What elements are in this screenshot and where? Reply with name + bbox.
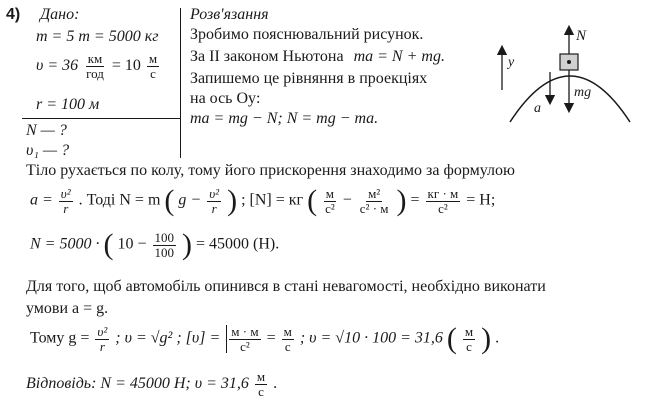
paren-close: ) (227, 184, 238, 217)
f1-g: g − (178, 191, 202, 209)
velocity-unit-num: км (87, 51, 103, 66)
paren-open-2: ( (307, 184, 318, 217)
given-divider (22, 118, 180, 119)
paragraph-1: Тіло рухається по колу, тому його прискорення знаходимо за формулою (26, 162, 515, 179)
solution-line-2 (190, 48, 445, 66)
given-title: Дано: (40, 6, 80, 23)
f1-c2: с² (325, 200, 335, 216)
f1-m: м (325, 185, 335, 201)
f1-r: r (211, 200, 217, 216)
f3-um: м (464, 323, 474, 339)
newton-equation: ma = N + mg. (353, 48, 445, 65)
formula-2 (30, 230, 279, 260)
f2-den: 100 (154, 244, 174, 260)
given-mass: m = 5 т = 5000 кг (36, 28, 159, 45)
circular-path (510, 76, 630, 122)
solution-line-4: на ось Oy: (190, 90, 261, 107)
f3-m: м (283, 323, 292, 339)
f2-paren-close: ) (182, 228, 192, 261)
f3-mid: ; υ = √g² ; [υ] = (115, 329, 221, 347)
label-n: N (576, 28, 587, 44)
given-radius: r = 100 м (36, 96, 100, 113)
f2-rhs: = 45000 (Н). (196, 235, 280, 253)
paragraph-3: умови a = g. (26, 300, 109, 317)
f3-tail: ; υ = √10 · 100 = 31,6 (299, 329, 443, 347)
answer-line (26, 370, 277, 398)
answer-text: Відповідь: N = 45000 Н; υ = 31,6 (26, 374, 249, 392)
f3-end: . (495, 329, 500, 347)
given-velocity (36, 52, 161, 80)
answer-end: . (273, 374, 278, 392)
velocity-unit-den: год (86, 65, 104, 81)
f1-den: r (63, 200, 69, 216)
f3-eq: = (266, 329, 276, 347)
f3-c: с (284, 338, 291, 354)
solution-line-5: ma = mg − N; N = mg − ma. (190, 110, 379, 127)
formula-3 (30, 324, 499, 354)
f1-units: ; [N] = кг (241, 191, 304, 209)
paren-open: ( (164, 184, 175, 217)
formula-1 (30, 186, 495, 216)
f1-a: a = (30, 191, 53, 209)
velocity-unit2-num: м (148, 51, 158, 66)
f3-num: υ² (97, 323, 108, 339)
find-n: N — ? (26, 122, 67, 139)
f1-h: = Н; (466, 191, 496, 209)
velocity-unit2-den: с (150, 65, 156, 81)
answer-unit-m: м (256, 369, 266, 384)
solution-title: Розв'язання (190, 6, 269, 23)
solution-line-3: Запишемо це рівняння в проекціях (190, 70, 428, 87)
f1-num: υ² (60, 185, 71, 201)
f1-v2: υ² (209, 185, 220, 201)
f1-c2m: с² · м (359, 200, 389, 216)
velocity-value: υ = 36 (36, 56, 79, 74)
f2-10: 10 − (117, 235, 147, 253)
f1-eq: = (410, 191, 420, 209)
f3-den: r (99, 338, 105, 354)
f3-paren-open: ( (446, 322, 457, 355)
f3-sq-num: м · м (231, 323, 259, 339)
f2-lhs: N = 5000 · (30, 235, 100, 253)
f2-paren-open: ( (103, 228, 114, 261)
force-diagram (490, 10, 650, 130)
paragraph-2: Для того, щоб автомобіль опинився в стані невагомості, необхідно виконати (26, 278, 546, 295)
problem-number: 4) (6, 6, 21, 23)
f1-c2b: с² (438, 200, 448, 216)
solution-line-2-text: За II законом Ньютона (190, 48, 344, 65)
f3-uc: с (466, 338, 472, 354)
f1-m2: м² (368, 185, 381, 201)
find-v1: υ₁ — ? (26, 142, 70, 159)
paren-close-2: ) (396, 184, 407, 217)
solution-line-1: Зробимо пояснювальний рисунок. (190, 26, 424, 43)
f3-paren-close: ) (481, 322, 492, 355)
velocity-eq: = 10 (111, 56, 141, 74)
f1-kgm: кг · м (427, 185, 459, 201)
given-vertical-divider (180, 8, 181, 158)
answer-unit-c: с (258, 383, 264, 399)
label-mg: mg (574, 85, 592, 100)
f1-then: . Тоді N = m (78, 191, 161, 209)
center-dot (567, 60, 571, 64)
f3-sq-den: с² (240, 338, 250, 354)
f3-tomu: Тому g = (30, 329, 90, 347)
label-a: a (534, 101, 541, 116)
f2-num: 100 (154, 229, 174, 245)
label-y: y (508, 55, 515, 70)
f1-minus: − (342, 191, 352, 209)
